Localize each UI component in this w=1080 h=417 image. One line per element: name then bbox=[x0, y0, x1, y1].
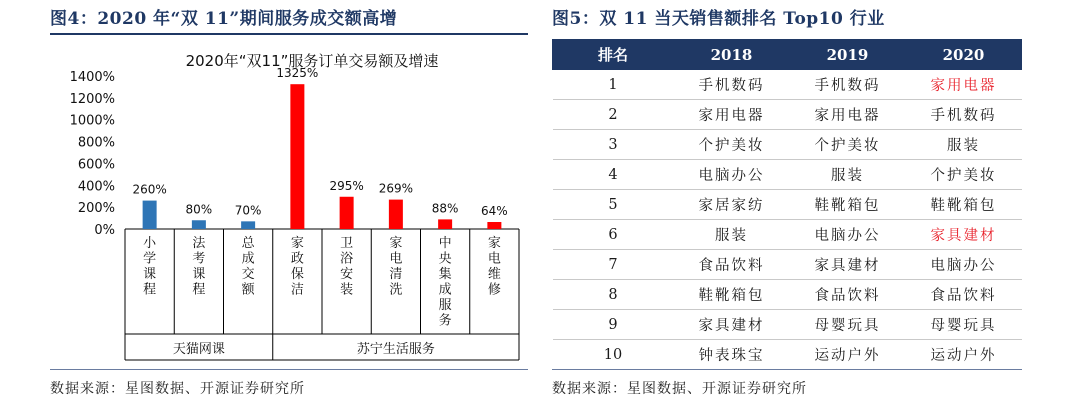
y-tick-label: 1400% bbox=[69, 70, 115, 85]
y-tick-label: 1000% bbox=[69, 113, 115, 129]
category-label: 中央集成服务 bbox=[438, 236, 452, 329]
value-label: 80% bbox=[185, 202, 213, 217]
cell-2018: 家用电器 bbox=[674, 100, 790, 130]
rank-cell: 3 bbox=[553, 130, 674, 160]
cell-2019: 电脑办公 bbox=[790, 220, 906, 250]
right-source-note: 数据来源：星图数据、开源证券研究所 bbox=[552, 381, 807, 397]
y-tick-label: 800% bbox=[77, 135, 115, 151]
value-label: 260% bbox=[132, 182, 167, 197]
category-label: 小学课程 bbox=[143, 236, 157, 298]
table-row bbox=[553, 130, 1022, 160]
rank-cell: 1 bbox=[553, 70, 674, 100]
cell-2019: 运动户外 bbox=[790, 340, 906, 370]
cell-2018: 鞋靴箱包 bbox=[674, 280, 790, 310]
table-row bbox=[553, 220, 1022, 250]
cell-2019: 手机数码 bbox=[790, 70, 906, 100]
y-tick-label: 600% bbox=[77, 157, 115, 173]
value-label: 88% bbox=[431, 201, 459, 216]
cell-2020: 手机数码 bbox=[906, 100, 1022, 130]
table-row bbox=[553, 280, 1022, 310]
cell-2020: 电脑办公 bbox=[906, 250, 1022, 280]
ranking-table-body bbox=[553, 70, 1022, 370]
bar-3 bbox=[241, 221, 255, 229]
group-label: 苏宁生活服务 bbox=[356, 342, 435, 357]
cell-2019: 食品饮料 bbox=[790, 280, 906, 310]
value-label: 64% bbox=[481, 204, 508, 219]
cell-2020: 母婴玩具 bbox=[906, 310, 1022, 340]
rank-cell: 4 bbox=[553, 160, 674, 190]
table-row bbox=[553, 250, 1022, 280]
cell-2019: 鞋靴箱包 bbox=[790, 190, 906, 220]
cell-2020: 运动户外 bbox=[906, 340, 1022, 370]
value-label: 269% bbox=[378, 181, 414, 196]
bar-6 bbox=[389, 200, 403, 229]
y-tick-label: 0% bbox=[94, 223, 115, 238]
left-title-rule bbox=[50, 33, 528, 35]
header-2020: 2020 bbox=[906, 40, 1022, 70]
ranking-table bbox=[552, 39, 1022, 370]
category-label: 家电清洗 bbox=[389, 236, 403, 298]
bar-chart bbox=[45, 42, 525, 364]
rank-cell: 8 bbox=[553, 280, 674, 310]
table-row bbox=[553, 160, 1022, 190]
rank-cell: 5 bbox=[553, 190, 674, 220]
cell-2018: 电脑办公 bbox=[674, 160, 790, 190]
bar-5 bbox=[340, 197, 354, 229]
cell-2019: 家具建材 bbox=[790, 250, 906, 280]
category-label: 家电维修 bbox=[487, 236, 501, 298]
rank-cell: 10 bbox=[553, 340, 674, 370]
y-tick-label: 1200% bbox=[69, 91, 115, 107]
left-source-note: 数据来源：星图数据、开源证券研究所 bbox=[50, 381, 305, 397]
rank-cell: 9 bbox=[553, 310, 674, 340]
cell-2019: 家用电器 bbox=[790, 100, 906, 130]
bar-8 bbox=[487, 222, 501, 229]
header-2018: 2018 bbox=[674, 40, 790, 70]
left-figure-title: 图4：2020 年“双 11”期间服务成交额高增 bbox=[50, 9, 398, 29]
right-bottom-rule bbox=[552, 369, 1022, 370]
y-tick-label: 400% bbox=[77, 179, 115, 195]
cell-2018: 个护美妆 bbox=[674, 130, 790, 160]
bar-7 bbox=[438, 219, 452, 229]
cell-2018: 服装 bbox=[674, 220, 790, 250]
y-tick-label: 200% bbox=[77, 201, 115, 217]
cell-2020: 家具建材 bbox=[906, 220, 1022, 250]
cell-2018: 食品饮料 bbox=[674, 250, 790, 280]
cell-2019: 服装 bbox=[790, 160, 906, 190]
bar-2 bbox=[192, 220, 206, 229]
bar-4 bbox=[290, 84, 304, 229]
table-row bbox=[553, 310, 1022, 340]
cell-2020: 家用电器 bbox=[906, 70, 1022, 100]
value-label: 70% bbox=[234, 203, 262, 218]
category-label: 卫浴安装 bbox=[340, 236, 354, 298]
cell-2020: 食品饮料 bbox=[906, 280, 1022, 310]
rank-cell: 6 bbox=[553, 220, 674, 250]
table-row bbox=[553, 340, 1022, 370]
cell-2019: 个护美妆 bbox=[790, 130, 906, 160]
value-label: 295% bbox=[329, 178, 364, 193]
cell-2018: 家居家纺 bbox=[674, 190, 790, 220]
cell-2020: 个护美妆 bbox=[906, 160, 1022, 190]
table-row bbox=[553, 100, 1022, 130]
value-label: 1325% bbox=[276, 66, 319, 81]
left-bottom-rule bbox=[50, 369, 528, 370]
category-label: 法考课程 bbox=[192, 236, 206, 298]
rank-cell: 2 bbox=[553, 100, 674, 130]
bar-1 bbox=[143, 201, 157, 229]
cell-2018: 钟表珠宝 bbox=[674, 340, 790, 370]
header-rank: 排名 bbox=[553, 40, 674, 70]
table-header-row bbox=[553, 40, 1022, 70]
cell-2018: 家具建材 bbox=[674, 310, 790, 340]
cell-2019: 母婴玩具 bbox=[790, 310, 906, 340]
right-figure-title: 图5：双 11 当天销售额排名 Top10 行业 bbox=[552, 9, 885, 29]
group-label: 天猫网课 bbox=[172, 342, 225, 357]
rank-cell: 7 bbox=[553, 250, 674, 280]
header-2019: 2019 bbox=[790, 40, 906, 70]
category-label: 总成交额 bbox=[241, 236, 255, 298]
table-row bbox=[553, 190, 1022, 220]
table-row bbox=[553, 70, 1022, 100]
cell-2018: 手机数码 bbox=[674, 70, 790, 100]
cell-2020: 鞋靴箱包 bbox=[906, 190, 1022, 220]
category-label: 家政保洁 bbox=[290, 236, 304, 298]
chart-title: 2020年“双11”服务订单交易额及增速 bbox=[185, 52, 439, 70]
cell-2020: 服装 bbox=[906, 130, 1022, 160]
